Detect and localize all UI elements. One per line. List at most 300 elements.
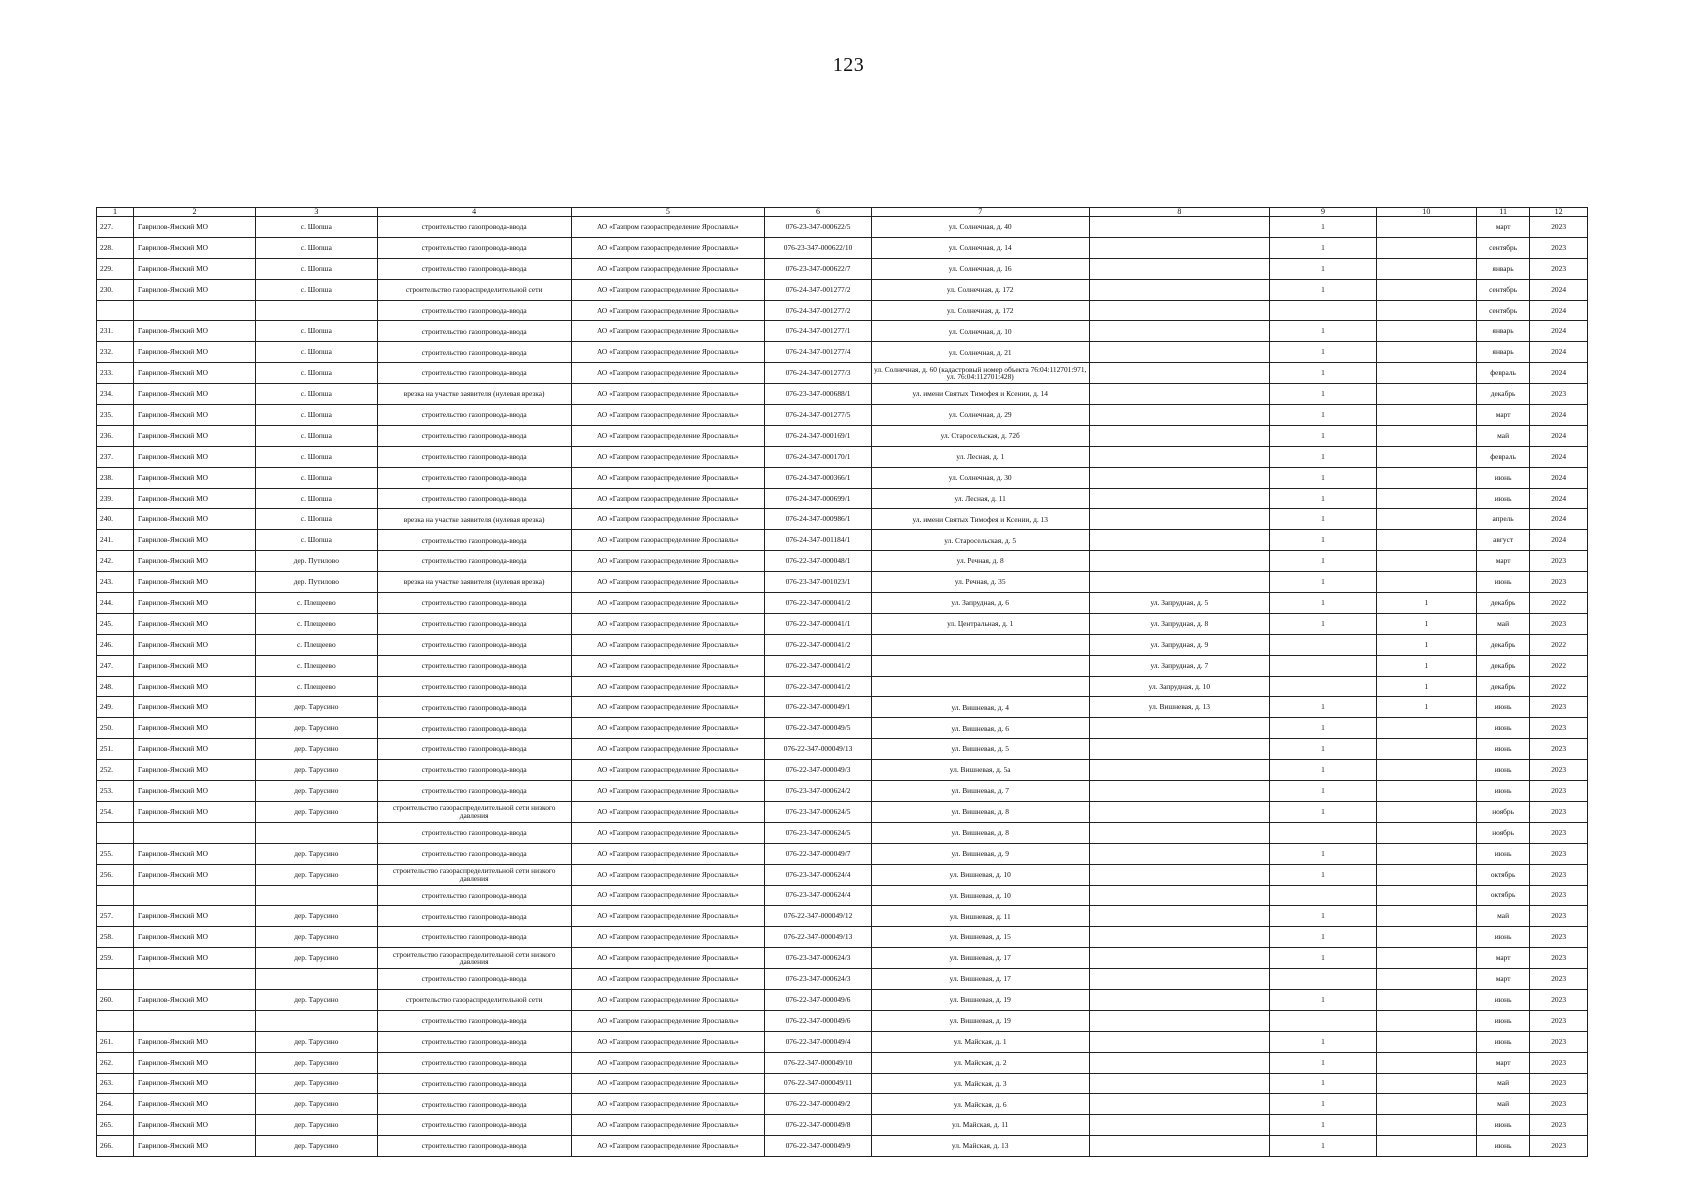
- address-extra-cell: [1089, 572, 1270, 593]
- count-b-cell: [1376, 425, 1476, 446]
- month-cell: декабрь: [1476, 655, 1529, 676]
- municipality-cell: Гаврилов-Ямский МО: [134, 781, 256, 802]
- table-row: [97, 1073, 1588, 1094]
- address-extra-cell: [1089, 969, 1270, 990]
- table-row: [97, 989, 1588, 1010]
- settlement-cell: дер. Тарусино: [255, 906, 377, 927]
- address-cell: ул. Речная, д. 35: [871, 572, 1089, 593]
- settlement-cell: с. Шопша: [255, 363, 377, 384]
- count-a-cell: 1: [1270, 906, 1377, 927]
- month-cell: май: [1476, 906, 1529, 927]
- table-row: [97, 864, 1588, 885]
- row-number-cell: 257.: [97, 906, 134, 927]
- count-a-cell: 1: [1270, 321, 1377, 342]
- address-extra-cell: [1089, 843, 1270, 864]
- row-number-cell: 266.: [97, 1136, 134, 1157]
- address-cell: ул. Вишневая, д. 8: [871, 801, 1089, 822]
- municipality-cell: [134, 300, 256, 321]
- count-b-cell: [1376, 1010, 1476, 1031]
- count-a-cell: 1: [1270, 384, 1377, 405]
- column-header: 12: [1530, 208, 1588, 217]
- address-extra-cell: [1089, 467, 1270, 488]
- year-cell: 2023: [1530, 927, 1588, 948]
- contractor-cell: АО «Газпром газораспределение Ярославль»: [571, 384, 765, 405]
- row-number-cell: [97, 1010, 134, 1031]
- application-number-cell: 076-23-347-001023/1: [765, 572, 872, 593]
- count-a-cell: [1270, 1010, 1377, 1031]
- column-header: 1: [97, 208, 134, 217]
- month-cell: март: [1476, 1052, 1529, 1073]
- contractor-cell: АО «Газпром газораспределение Ярославль»: [571, 1052, 765, 1073]
- application-number-cell: 076-23-347-000688/1: [765, 384, 872, 405]
- month-cell: март: [1476, 551, 1529, 572]
- work-type-cell: строительство газопровода-ввода: [377, 697, 571, 718]
- table-row: [97, 760, 1588, 781]
- application-number-cell: 076-23-347-000624/2: [765, 781, 872, 802]
- row-number-cell: 238.: [97, 467, 134, 488]
- table-row: [97, 885, 1588, 906]
- address-cell: ул. Вишневая, д. 17: [871, 969, 1089, 990]
- work-type-cell: строительство газопровода-ввода: [377, 1094, 571, 1115]
- year-cell: 2022: [1530, 634, 1588, 655]
- table-row: [97, 801, 1588, 822]
- municipality-cell: Гаврилов-Ямский МО: [134, 906, 256, 927]
- address-cell: ул. Вишневая, д. 5: [871, 739, 1089, 760]
- row-number-cell: 229.: [97, 258, 134, 279]
- row-number-cell: [97, 300, 134, 321]
- work-type-cell: строительство газопровода-ввода: [377, 530, 571, 551]
- application-number-cell: 076-23-347-000624/3: [765, 948, 872, 969]
- address-cell: ул. Солнечная, д. 40: [871, 217, 1089, 238]
- address-extra-cell: ул. Запрудная, д. 5: [1089, 593, 1270, 614]
- table-row: [97, 1115, 1588, 1136]
- work-type-cell: врезка на участке заявителя (нулевая врезка): [377, 509, 571, 530]
- address-extra-cell: [1089, 237, 1270, 258]
- row-number-cell: 247.: [97, 655, 134, 676]
- contractor-cell: АО «Газпром газораспределение Ярославль»: [571, 1031, 765, 1052]
- table-row: [97, 342, 1588, 363]
- table-row: [97, 781, 1588, 802]
- month-cell: август: [1476, 530, 1529, 551]
- row-number-cell: 235.: [97, 405, 134, 426]
- column-header: 2: [134, 208, 256, 217]
- count-a-cell: 1: [1270, 217, 1377, 238]
- count-b-cell: 1: [1376, 676, 1476, 697]
- count-b-cell: [1376, 300, 1476, 321]
- year-cell: 2023: [1530, 1136, 1588, 1157]
- municipality-cell: [134, 885, 256, 906]
- work-type-cell: строительство газораспределительной сети низкого давления: [377, 801, 571, 822]
- count-a-cell: 1: [1270, 1136, 1377, 1157]
- settlement-cell: с. Шопша: [255, 488, 377, 509]
- count-b-cell: [1376, 906, 1476, 927]
- settlement-cell: [255, 969, 377, 990]
- count-a-cell: 1: [1270, 927, 1377, 948]
- contractor-cell: АО «Газпром газораспределение Ярославль»: [571, 237, 765, 258]
- count-a-cell: 1: [1270, 1073, 1377, 1094]
- address-cell: ул. Вишневая, д. 11: [871, 906, 1089, 927]
- work-type-cell: строительство газопровода-ввода: [377, 593, 571, 614]
- count-b-cell: [1376, 969, 1476, 990]
- year-cell: 2023: [1530, 801, 1588, 822]
- address-extra-cell: [1089, 279, 1270, 300]
- address-cell: ул. Солнечная, д. 10: [871, 321, 1089, 342]
- count-b-cell: [1376, 864, 1476, 885]
- table-row: [97, 237, 1588, 258]
- table-row: [97, 676, 1588, 697]
- row-number-cell: 248.: [97, 676, 134, 697]
- work-type-cell: строительство газопровода-ввода: [377, 760, 571, 781]
- contractor-cell: АО «Газпром газораспределение Ярославль»: [571, 948, 765, 969]
- settlement-cell: с. Шопша: [255, 321, 377, 342]
- address-extra-cell: [1089, 718, 1270, 739]
- count-b-cell: [1376, 1136, 1476, 1157]
- work-type-cell: строительство газопровода-ввода: [377, 425, 571, 446]
- count-b-cell: [1376, 509, 1476, 530]
- contractor-cell: АО «Газпром газораспределение Ярославль»: [571, 760, 765, 781]
- table-row: [97, 300, 1588, 321]
- count-a-cell: 1: [1270, 843, 1377, 864]
- address-extra-cell: [1089, 1052, 1270, 1073]
- table-row: [97, 258, 1588, 279]
- application-number-cell: 076-23-347-000624/3: [765, 969, 872, 990]
- count-a-cell: 1: [1270, 446, 1377, 467]
- count-a-cell: 1: [1270, 613, 1377, 634]
- table-row: [97, 1052, 1588, 1073]
- count-a-cell: 1: [1270, 739, 1377, 760]
- contractor-cell: АО «Газпром газораспределение Ярославль»: [571, 572, 765, 593]
- row-number-cell: 241.: [97, 530, 134, 551]
- address-extra-cell: [1089, 384, 1270, 405]
- row-number-cell: 232.: [97, 342, 134, 363]
- address-cell: [871, 676, 1089, 697]
- contractor-cell: АО «Газпром газораспределение Ярославль»: [571, 488, 765, 509]
- municipality-cell: Гаврилов-Ямский МО: [134, 1115, 256, 1136]
- work-type-cell: строительство газопровода-ввода: [377, 781, 571, 802]
- municipality-cell: Гаврилов-Ямский МО: [134, 760, 256, 781]
- year-cell: 2023: [1530, 551, 1588, 572]
- count-a-cell: 1: [1270, 697, 1377, 718]
- count-a-cell: 1: [1270, 425, 1377, 446]
- row-number-cell: 246.: [97, 634, 134, 655]
- contractor-cell: АО «Газпром газораспределение Ярославль»: [571, 279, 765, 300]
- row-number-cell: 249.: [97, 697, 134, 718]
- table-row: [97, 739, 1588, 760]
- column-header: 4: [377, 208, 571, 217]
- application-number-cell: 076-23-347-000622/7: [765, 258, 872, 279]
- application-number-cell: 076-23-347-000624/5: [765, 801, 872, 822]
- count-a-cell: 1: [1270, 572, 1377, 593]
- address-cell: ул. Вишневая, д. 17: [871, 948, 1089, 969]
- year-cell: 2023: [1530, 864, 1588, 885]
- address-cell: ул. Майская, д. 1: [871, 1031, 1089, 1052]
- year-cell: 2022: [1530, 655, 1588, 676]
- year-cell: 2023: [1530, 781, 1588, 802]
- row-number-cell: 234.: [97, 384, 134, 405]
- contractor-cell: АО «Газпром газораспределение Ярославль»: [571, 843, 765, 864]
- table-row: [97, 488, 1588, 509]
- settlement-cell: дер. Тарусино: [255, 989, 377, 1010]
- table-row: [97, 1010, 1588, 1031]
- month-cell: сентябрь: [1476, 237, 1529, 258]
- month-cell: февраль: [1476, 363, 1529, 384]
- contractor-cell: АО «Газпром газораспределение Ярославль»: [571, 906, 765, 927]
- count-a-cell: 1: [1270, 801, 1377, 822]
- table-row: [97, 425, 1588, 446]
- application-number-cell: 076-24-347-001277/2: [765, 300, 872, 321]
- count-a-cell: 1: [1270, 258, 1377, 279]
- work-type-cell: строительство газопровода-ввода: [377, 843, 571, 864]
- address-cell: ул. Речная, д. 8: [871, 551, 1089, 572]
- contractor-cell: АО «Газпром газораспределение Ярославль»: [571, 467, 765, 488]
- settlement-cell: с. Шопша: [255, 509, 377, 530]
- row-number-cell: 250.: [97, 718, 134, 739]
- year-cell: 2024: [1530, 405, 1588, 426]
- municipality-cell: Гаврилов-Ямский МО: [134, 321, 256, 342]
- application-number-cell: 076-22-347-000049/7: [765, 843, 872, 864]
- municipality-cell: Гаврилов-Ямский МО: [134, 739, 256, 760]
- address-extra-cell: [1089, 989, 1270, 1010]
- work-type-cell: строительство газопровода-ввода: [377, 300, 571, 321]
- count-a-cell: 1: [1270, 989, 1377, 1010]
- municipality-cell: Гаврилов-Ямский МО: [134, 593, 256, 614]
- count-a-cell: [1270, 969, 1377, 990]
- table-row: [97, 467, 1588, 488]
- address-extra-cell: [1089, 342, 1270, 363]
- contractor-cell: АО «Газпром газораспределение Ярославль»: [571, 781, 765, 802]
- month-cell: февраль: [1476, 446, 1529, 467]
- year-cell: 2024: [1530, 321, 1588, 342]
- address-extra-cell: ул. Вишневая, д. 13: [1089, 697, 1270, 718]
- address-extra-cell: [1089, 948, 1270, 969]
- work-type-cell: строительство газопровода-ввода: [377, 906, 571, 927]
- application-number-cell: 076-22-347-000049/5: [765, 718, 872, 739]
- year-cell: 2023: [1530, 822, 1588, 843]
- application-number-cell: 076-24-347-001277/3: [765, 363, 872, 384]
- month-cell: март: [1476, 948, 1529, 969]
- work-type-cell: строительство газопровода-ввода: [377, 1031, 571, 1052]
- settlement-cell: с. Шопша: [255, 530, 377, 551]
- row-number-cell: 265.: [97, 1115, 134, 1136]
- month-cell: октябрь: [1476, 864, 1529, 885]
- contractor-cell: АО «Газпром газораспределение Ярославль»: [571, 634, 765, 655]
- work-type-cell: строительство газопровода-ввода: [377, 551, 571, 572]
- application-number-cell: 076-22-347-000049/6: [765, 1010, 872, 1031]
- municipality-cell: [134, 1010, 256, 1031]
- address-extra-cell: [1089, 1010, 1270, 1031]
- municipality-cell: Гаврилов-Ямский МО: [134, 551, 256, 572]
- settlement-cell: [255, 300, 377, 321]
- month-cell: апрель: [1476, 509, 1529, 530]
- row-number-cell: 262.: [97, 1052, 134, 1073]
- address-cell: ул. имени Святых Тимофея и Ксении, д. 13: [871, 509, 1089, 530]
- column-header: 6: [765, 208, 872, 217]
- work-type-cell: строительство газопровода-ввода: [377, 1073, 571, 1094]
- application-number-cell: 076-22-347-000041/1: [765, 613, 872, 634]
- application-number-cell: 076-23-347-000622/10: [765, 237, 872, 258]
- column-header: 7: [871, 208, 1089, 217]
- year-cell: 2023: [1530, 217, 1588, 238]
- count-b-cell: [1376, 1115, 1476, 1136]
- table-row: [97, 948, 1588, 969]
- application-number-cell: 076-24-347-000986/1: [765, 509, 872, 530]
- row-number-cell: 263.: [97, 1073, 134, 1094]
- settlement-cell: дер. Путилово: [255, 551, 377, 572]
- settlement-cell: [255, 1010, 377, 1031]
- work-type-cell: строительство газопровода-ввода: [377, 1115, 571, 1136]
- settlement-cell: с. Шопша: [255, 342, 377, 363]
- column-header: 8: [1089, 208, 1270, 217]
- settlement-cell: с. Плещеево: [255, 593, 377, 614]
- count-a-cell: 1: [1270, 509, 1377, 530]
- row-number-cell: 255.: [97, 843, 134, 864]
- contractor-cell: АО «Газпром газораспределение Ярославль»: [571, 718, 765, 739]
- year-cell: 2022: [1530, 676, 1588, 697]
- address-extra-cell: ул. Запрудная, д. 7: [1089, 655, 1270, 676]
- application-number-cell: 076-24-347-000169/1: [765, 425, 872, 446]
- address-extra-cell: [1089, 927, 1270, 948]
- year-cell: 2023: [1530, 1115, 1588, 1136]
- month-cell: январь: [1476, 258, 1529, 279]
- month-cell: май: [1476, 425, 1529, 446]
- work-type-cell: строительство газораспределительной сети: [377, 279, 571, 300]
- month-cell: сентябрь: [1476, 300, 1529, 321]
- count-a-cell: 1: [1270, 279, 1377, 300]
- table-row: [97, 613, 1588, 634]
- contractor-cell: АО «Газпром газораспределение Ярославль»: [571, 593, 765, 614]
- year-cell: 2023: [1530, 1010, 1588, 1031]
- address-cell: ул. Майская, д. 3: [871, 1073, 1089, 1094]
- month-cell: май: [1476, 1073, 1529, 1094]
- municipality-cell: Гаврилов-Ямский МО: [134, 258, 256, 279]
- work-type-cell: строительство газопровода-ввода: [377, 321, 571, 342]
- count-b-cell: [1376, 551, 1476, 572]
- month-cell: июнь: [1476, 1115, 1529, 1136]
- count-a-cell: 1: [1270, 1094, 1377, 1115]
- municipality-cell: Гаврилов-Ямский МО: [134, 948, 256, 969]
- application-number-cell: 076-24-347-001277/4: [765, 342, 872, 363]
- application-number-cell: 076-22-347-000041/2: [765, 593, 872, 614]
- application-number-cell: 076-22-347-000049/2: [765, 1094, 872, 1115]
- count-b-cell: [1376, 217, 1476, 238]
- contractor-cell: АО «Газпром газораспределение Ярославль»: [571, 1115, 765, 1136]
- count-a-cell: 1: [1270, 593, 1377, 614]
- address-extra-cell: ул. Запрудная, д. 10: [1089, 676, 1270, 697]
- count-b-cell: [1376, 1031, 1476, 1052]
- count-b-cell: [1376, 822, 1476, 843]
- count-a-cell: 1: [1270, 363, 1377, 384]
- table-row: [97, 927, 1588, 948]
- contractor-cell: АО «Газпром газораспределение Ярославль»: [571, 969, 765, 990]
- municipality-cell: Гаврилов-Ямский МО: [134, 801, 256, 822]
- count-b-cell: [1376, 718, 1476, 739]
- address-extra-cell: [1089, 363, 1270, 384]
- row-number-cell: 236.: [97, 425, 134, 446]
- settlement-cell: [255, 822, 377, 843]
- address-extra-cell: [1089, 405, 1270, 426]
- address-extra-cell: [1089, 258, 1270, 279]
- table-row: [97, 969, 1588, 990]
- municipality-cell: Гаврилов-Ямский МО: [134, 613, 256, 634]
- work-type-cell: врезка на участке заявителя (нулевая врезка): [377, 384, 571, 405]
- month-cell: июнь: [1476, 927, 1529, 948]
- table-row: [97, 843, 1588, 864]
- count-a-cell: 1: [1270, 488, 1377, 509]
- count-b-cell: [1376, 405, 1476, 426]
- month-cell: ноябрь: [1476, 801, 1529, 822]
- work-type-cell: строительство газопровода-ввода: [377, 1136, 571, 1157]
- address-cell: ул. Вишневая, д. 6: [871, 718, 1089, 739]
- address-cell: ул. Центральная, д. 1: [871, 613, 1089, 634]
- year-cell: 2023: [1530, 613, 1588, 634]
- count-b-cell: [1376, 279, 1476, 300]
- municipality-cell: Гаврилов-Ямский МО: [134, 676, 256, 697]
- work-type-cell: строительство газопровода-ввода: [377, 217, 571, 238]
- table-row: [97, 634, 1588, 655]
- year-cell: 2024: [1530, 425, 1588, 446]
- settlement-cell: дер. Тарусино: [255, 1094, 377, 1115]
- settlement-cell: с. Шопша: [255, 217, 377, 238]
- settlement-cell: с. Шопша: [255, 279, 377, 300]
- month-cell: июнь: [1476, 843, 1529, 864]
- count-b-cell: [1376, 237, 1476, 258]
- table-row: [97, 446, 1588, 467]
- settlement-cell: с. Плещеево: [255, 655, 377, 676]
- application-number-cell: 076-24-347-001184/1: [765, 530, 872, 551]
- month-cell: ноябрь: [1476, 822, 1529, 843]
- address-extra-cell: [1089, 551, 1270, 572]
- count-a-cell: [1270, 634, 1377, 655]
- work-type-cell: строительство газопровода-ввода: [377, 676, 571, 697]
- municipality-cell: Гаврилов-Ямский МО: [134, 634, 256, 655]
- row-number-cell: 242.: [97, 551, 134, 572]
- application-number-cell: 076-22-347-000049/8: [765, 1115, 872, 1136]
- month-cell: июнь: [1476, 739, 1529, 760]
- year-cell: 2024: [1530, 530, 1588, 551]
- address-extra-cell: [1089, 509, 1270, 530]
- address-cell: ул. Вишневая, д. 19: [871, 989, 1089, 1010]
- row-number-cell: 243.: [97, 572, 134, 593]
- table-row: [97, 530, 1588, 551]
- count-b-cell: [1376, 760, 1476, 781]
- table-row: [97, 572, 1588, 593]
- count-a-cell: 1: [1270, 864, 1377, 885]
- application-number-cell: 076-22-347-000049/12: [765, 906, 872, 927]
- contractor-cell: АО «Газпром газораспределение Ярославль»: [571, 1073, 765, 1094]
- count-b-cell: [1376, 530, 1476, 551]
- contractor-cell: АО «Газпром газораспределение Ярославль»: [571, 1136, 765, 1157]
- count-a-cell: 1: [1270, 1115, 1377, 1136]
- contractor-cell: АО «Газпром газораспределение Ярославль»: [571, 822, 765, 843]
- address-extra-cell: ул. Запрудная, д. 8: [1089, 613, 1270, 634]
- month-cell: декабрь: [1476, 634, 1529, 655]
- application-number-cell: 076-22-347-000049/10: [765, 1052, 872, 1073]
- contractor-cell: АО «Газпром газораспределение Ярославль»: [571, 258, 765, 279]
- count-a-cell: 1: [1270, 1031, 1377, 1052]
- address-cell: ул. Солнечная, д. 16: [871, 258, 1089, 279]
- application-number-cell: 076-22-347-000049/3: [765, 760, 872, 781]
- work-type-cell: строительство газопровода-ввода: [377, 739, 571, 760]
- address-cell: ул. Запрудная, д. 6: [871, 593, 1089, 614]
- count-b-cell: [1376, 342, 1476, 363]
- count-a-cell: [1270, 655, 1377, 676]
- address-cell: ул. Солнечная, д. 60 (кадастровый номер объекта 76:04:112701:971, ул. 76:04:112701:428): [871, 363, 1089, 384]
- address-cell: ул. Майская, д. 13: [871, 1136, 1089, 1157]
- address-cell: ул. имени Святых Тимофея и Ксении, д. 14: [871, 384, 1089, 405]
- municipality-cell: Гаврилов-Ямский МО: [134, 697, 256, 718]
- address-cell: ул. Солнечная, д. 172: [871, 279, 1089, 300]
- table-row: [97, 1136, 1588, 1157]
